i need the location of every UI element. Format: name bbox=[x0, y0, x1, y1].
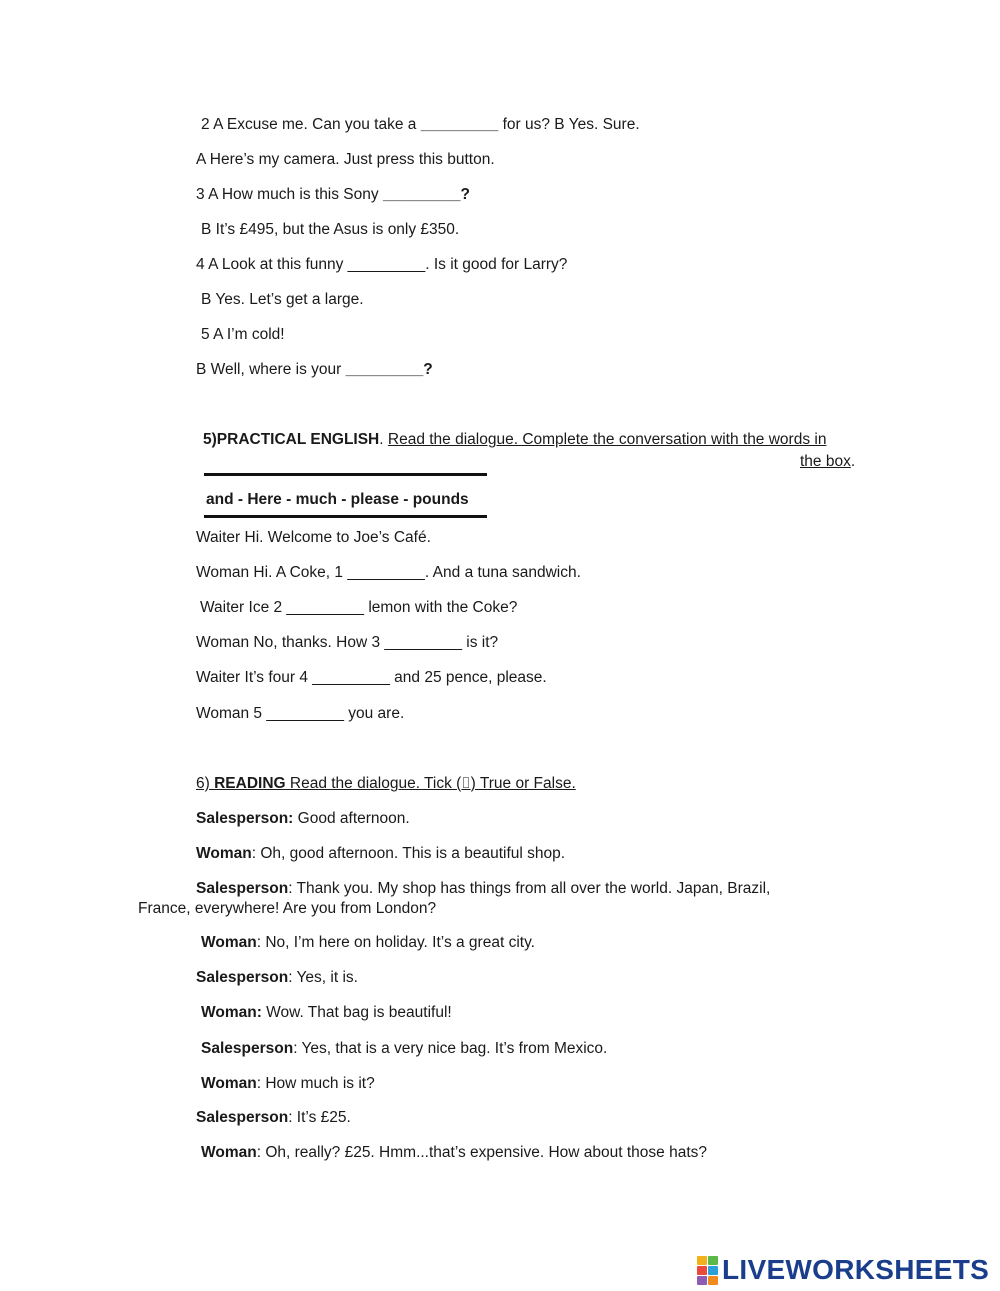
dialogue-line: Woman Hi. A Coke, 1 _________. And a tuna sandwich. bbox=[196, 564, 581, 581]
dialogue-line: Woman No, thanks. How 3 _________ is it? bbox=[196, 634, 499, 651]
section5-dot: . bbox=[379, 431, 388, 448]
speech: : It’s £25. bbox=[288, 1109, 351, 1126]
speech: : How much is it? bbox=[256, 1075, 375, 1092]
section5-heading-cont bbox=[800, 453, 855, 471]
reading-line bbox=[201, 1075, 375, 1093]
section5-instruction-end: . bbox=[850, 453, 856, 470]
reading-line bbox=[196, 969, 358, 987]
q3-mark: ? bbox=[460, 186, 471, 203]
word-box-bottom-rule bbox=[204, 515, 487, 518]
speaker: Salesperson: bbox=[196, 810, 294, 827]
speech: Wow. That bag is beautiful! bbox=[261, 1004, 452, 1021]
q5-line-a: 5 A I’m cold! bbox=[201, 326, 285, 343]
speech: : Thank you. My shop has things from all over the world. Japan, Brazil, bbox=[288, 880, 771, 897]
dialogue-line: Woman 5 _________ you are. bbox=[196, 705, 405, 722]
dialogue-line: Waiter It’s four 4 _________ and 25 pence, please. bbox=[196, 669, 547, 686]
reading-line bbox=[196, 880, 770, 898]
q3-line-b: B It’s £495, but the Asus is only £350. bbox=[201, 221, 460, 238]
speaker: Woman bbox=[201, 934, 257, 951]
logo-cube bbox=[708, 1276, 718, 1285]
q4-line-a: 4 A Look at this funny _________. Is it good for Larry? bbox=[196, 256, 568, 273]
speaker: Woman bbox=[196, 845, 252, 862]
section5-title: 5)PRACTICAL ENGLISH bbox=[203, 431, 380, 448]
logo-cubes-icon bbox=[697, 1256, 718, 1285]
q3-line-a bbox=[196, 186, 470, 204]
speech: : Yes, that is a very nice bag. It’s from Mexico. bbox=[293, 1040, 608, 1057]
q4-line-b: B Yes. Let’s get a large. bbox=[201, 291, 364, 308]
section5-instruction-cont: the box bbox=[800, 453, 851, 470]
q2-line-b: A Here’s my camera. Just press this button. bbox=[196, 151, 495, 168]
section6-instruction: Read the dialogue. Tick ( bbox=[285, 775, 462, 792]
logo-cube bbox=[708, 1266, 718, 1275]
section6-num: 6) bbox=[196, 775, 215, 792]
reading-line bbox=[201, 1144, 707, 1162]
q5-blank[interactable]: _________ bbox=[345, 361, 424, 378]
section5-heading bbox=[203, 431, 826, 449]
reading-line bbox=[196, 845, 565, 863]
speech: : Yes, it is. bbox=[288, 969, 358, 986]
speech: : Oh, good afternoon. This is a beautiful shop. bbox=[251, 845, 566, 862]
logo-cube bbox=[697, 1266, 707, 1275]
reading-line bbox=[196, 1109, 351, 1127]
speaker: Woman bbox=[201, 1144, 257, 1161]
speaker: Salesperson bbox=[196, 880, 289, 897]
speaker: Woman bbox=[201, 1075, 257, 1092]
speaker: Salesperson bbox=[201, 1040, 294, 1057]
speech: : Oh, really? £25. Hmm...that’s expensive. How about those hats? bbox=[256, 1144, 708, 1161]
reading-line bbox=[201, 1040, 607, 1058]
speaker: Salesperson bbox=[196, 1109, 289, 1126]
logo-text: LIVEWORKSHEETS bbox=[722, 1254, 990, 1285]
logo-cube bbox=[697, 1256, 707, 1265]
q2-blank[interactable]: _________ bbox=[420, 116, 499, 133]
speaker: Salesperson bbox=[196, 969, 289, 986]
logo-cube bbox=[697, 1276, 707, 1285]
q5-line-b bbox=[196, 361, 433, 379]
reading-line bbox=[201, 934, 535, 952]
q2-text: 2 A Excuse me. Can you take a bbox=[201, 116, 421, 133]
q3-blank[interactable]: _________ bbox=[382, 186, 461, 203]
q3-text: 3 A How much is this Sony bbox=[196, 186, 383, 203]
section6-heading bbox=[196, 775, 576, 793]
speech: : No, I’m here on holiday. It’s a great city. bbox=[256, 934, 535, 951]
section6-instruction-end: ) True or False. bbox=[470, 775, 576, 792]
q5-text: B Well, where is your bbox=[196, 361, 346, 378]
section6-title: READING bbox=[214, 775, 286, 792]
q2-line-a bbox=[201, 116, 640, 134]
tick-symbol: ⌷ bbox=[461, 775, 471, 792]
reading-line-cont: France, everywhere! Are you from London? bbox=[138, 900, 437, 917]
liveworksheets-logo[interactable] bbox=[697, 1255, 989, 1285]
word-box: and - Here - much - please - pounds bbox=[206, 491, 469, 508]
speech: Good afternoon. bbox=[293, 810, 410, 827]
dialogue-line: Waiter Hi. Welcome to Joe’s Café. bbox=[196, 529, 431, 546]
q2-text-end: for us? B Yes. Sure. bbox=[498, 116, 640, 133]
logo-cube bbox=[708, 1256, 718, 1265]
word-box-top-rule bbox=[204, 473, 487, 476]
dialogue-line: Waiter Ice 2 _________ lemon with the Coke? bbox=[200, 599, 518, 616]
reading-line bbox=[201, 1004, 452, 1022]
q5-mark: ? bbox=[423, 361, 433, 378]
speaker: Woman: bbox=[201, 1004, 262, 1021]
reading-line bbox=[196, 810, 410, 828]
section5-instruction: Read the dialogue. Complete the conversation with the words in bbox=[387, 431, 827, 448]
